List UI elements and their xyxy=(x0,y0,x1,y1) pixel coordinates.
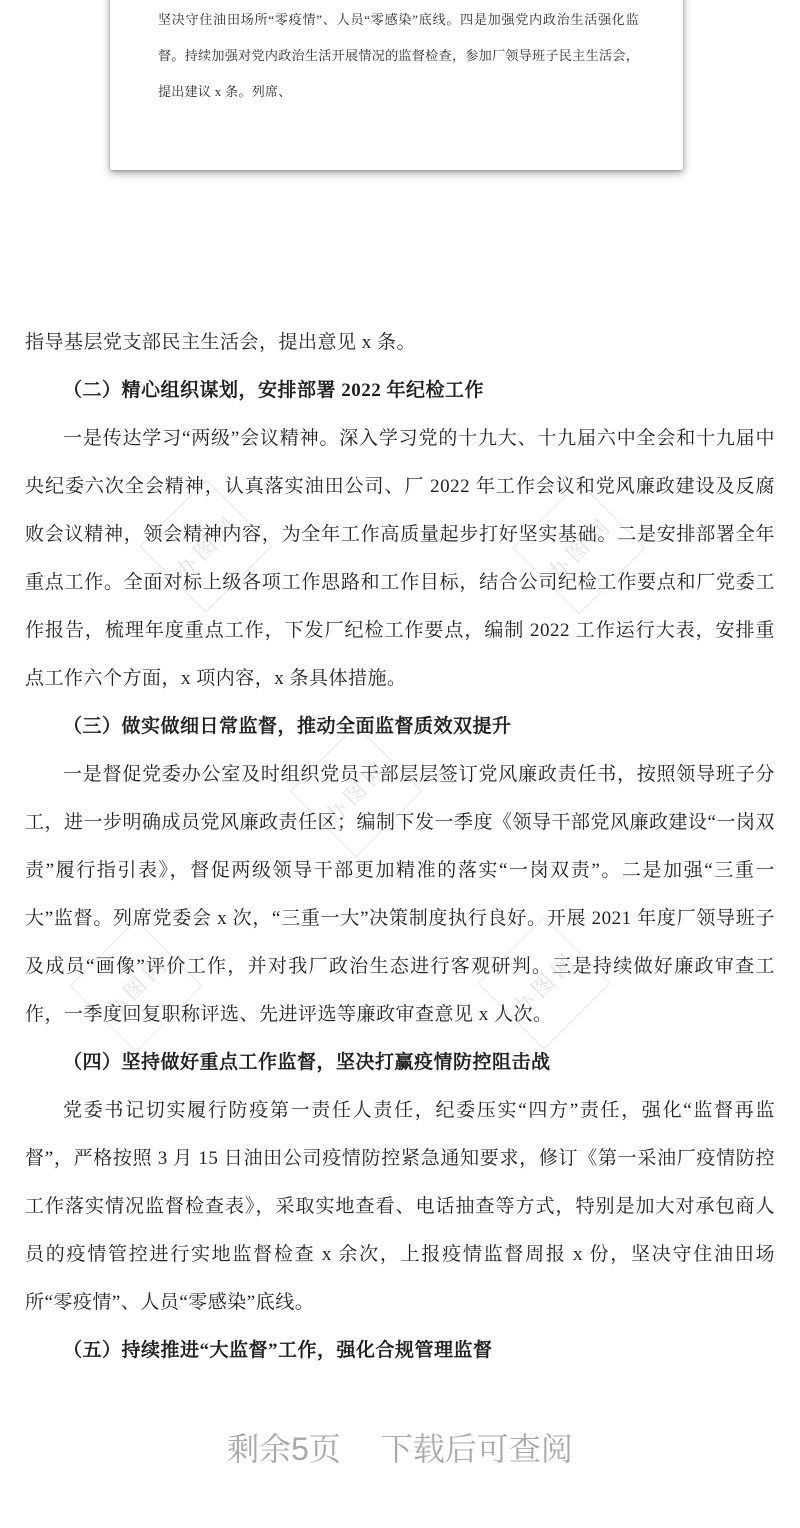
watermark-text: 办图网 xyxy=(319,754,395,830)
watermark-text: 办图网 xyxy=(169,509,245,585)
remaining-pages-label: 剩余5页 xyxy=(227,1431,341,1467)
watermark-text: 办图网 xyxy=(99,949,175,1025)
section-heading-3: （三）做实做细日常监督，推动全面监督质效双提升 xyxy=(63,716,512,737)
download-hint-bar[interactable] xyxy=(0,1412,800,1482)
section-heading-5: （五）持续推进“大监督”工作，强化合规管理监督 xyxy=(63,1340,493,1361)
previous-page-card xyxy=(110,0,683,170)
paragraph-body: 一是传达学习“两级”会议精神。深入学习党的十九大、十九届六中全会和十九届中央纪委六次全会精神，认真落实油田公司、厂 2022 年工作会议和党风廉政建设及反腐败会议精神，领会精神内容，为全年工作高质量起步打好坚实基础。二是安排部署全年重点工作。全面对标上级各项工作思路和工作目标，结合公司纪检工作要点和厂党委工作报告，梳理年度重点工作，下发厂纪检工作要点，编制 2022 工作运行大表，安排重点工作六个方面，x 项内容，x 条具体措施。 xyxy=(25,428,775,689)
watermark-text: 办图网 xyxy=(542,511,618,587)
section-heading-2: （二）精心组织谋划，安排部署 2022 年纪检工作 xyxy=(63,380,485,401)
section-heading-4: （四）坚持做好重点工作监督，坚决打赢疫情防控阻击战 xyxy=(63,1052,551,1073)
paragraph-body: 一是督促党委办公室及时组织党员干部层层签订党风廉政责任书，按照领导班子分工，进一步明确成员党风廉政责任区；编制下发一季度《领导干部党风廉政建设“一岗双责”履行指引表》，督促两级领导干部更加精准的落实“一岗双责”。二是加强“三重一大”监督。列席党委会 x 次，“三重一大”决策制度执行良好。开展 2021 年度厂领导班子及成员“画像”评价工作，并对我厂政治生态进行客观研判。三是持续做好廉政审查工作，一季度回复职称评选、先进评选等廉政审查意见 x 人次。 xyxy=(25,764,775,1025)
paragraph-body: 党委书记切实履行防疫第一责任人责任，纪委压实“四方”责任，强化“监督再监督”，严格按照 3 月 15 日油田公司疫情防控紧急通知要求，修订《第一采油厂疫情防控工作落实情况监督检查表》，采取实地查看、电话抽查等方式，特别是加大对承包商人员的疫情管控进行实地监督检查 x 余次，上报疫情监督周报 x 份，坚决守住油田场所“零疫情”、人员“零感染”底线。 xyxy=(25,1100,775,1313)
paragraph-continuation: 指导基层党支部民主生活会，提出意见 x 条。 xyxy=(25,332,417,353)
document-body xyxy=(0,319,800,1375)
download-to-view-label: 下载后可查阅 xyxy=(380,1431,573,1467)
watermark-text: 办图网 xyxy=(507,946,583,1022)
previous-page-text: 坚决守住油田场所“零疫情”、人员“零感染”底线。四是加强党内政治生活强化监督。持续加强对党内政治生活开展情况的监督检查，参加厂领导班子民主生活会，提出建议 x 条。列席、 xyxy=(158,12,639,99)
